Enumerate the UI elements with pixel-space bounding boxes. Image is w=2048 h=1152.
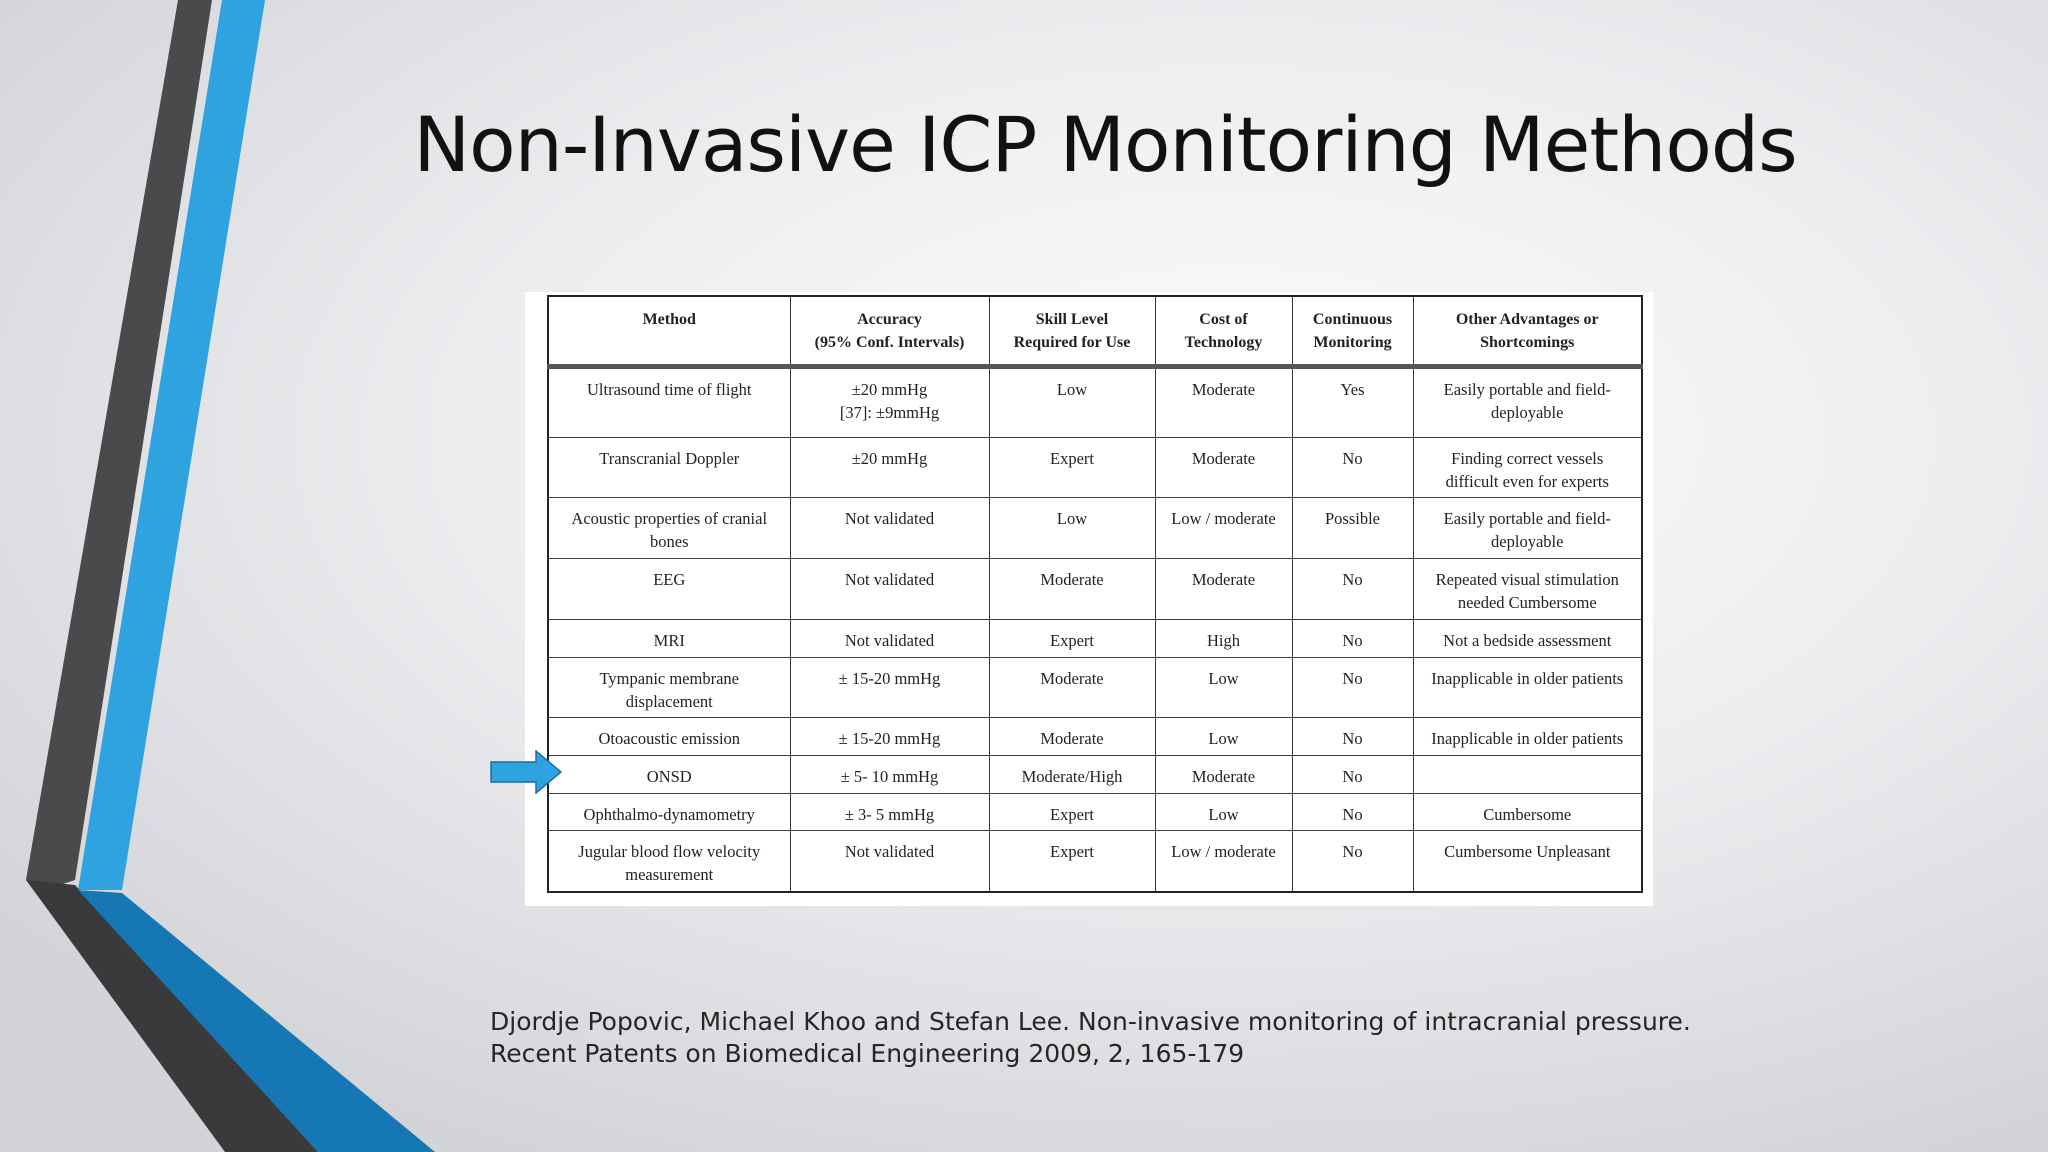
table-cell-text: Moderate [1191, 570, 1256, 590]
table-cell-text: Moderate [1040, 570, 1104, 590]
table-cell-text: ± 15-20 mmHg [838, 668, 941, 688]
table-cell [1155, 437, 1292, 498]
table-cell-text: Easily portable and field- [1443, 379, 1611, 399]
table-cell-text: needed Cumbersome [1457, 593, 1597, 613]
table-cell [790, 559, 989, 620]
table-cell-text: Expert [1050, 631, 1094, 651]
table-cell-text: ± 5- 10 mmHg [840, 767, 939, 786]
table-cell [1413, 366, 1642, 437]
table-cell-text: Easily portable and field- [1443, 509, 1611, 529]
table-cell-text: Cumbersome [1483, 804, 1572, 824]
table-cell-text: ONSD [646, 767, 692, 786]
table-cell-text: No [1342, 631, 1363, 651]
table-cell [1292, 366, 1413, 437]
header-cell-text: Technology [1184, 334, 1263, 351]
header-cell-text: Monitoring [1313, 334, 1392, 351]
table-cell [548, 756, 790, 794]
table-cell [1292, 718, 1413, 756]
table-cell-text: bones [650, 532, 689, 552]
table-cell-text: deployable [1491, 532, 1564, 552]
header-cell [1292, 296, 1413, 366]
table-cell-text: Low [1056, 379, 1088, 399]
header-cell-text: Other Advantages or [1455, 311, 1599, 328]
table-cell [1155, 718, 1292, 756]
table-body [548, 366, 1642, 892]
table-cell-text: No [1342, 729, 1363, 749]
table-cell [989, 437, 1155, 498]
table-cell [548, 366, 790, 437]
table-cell-text: Low [1208, 668, 1239, 688]
table-cell [1292, 657, 1413, 718]
table-cell [1413, 620, 1642, 658]
table-cell-text: ±20 mmHg [851, 379, 928, 399]
table-cell-text: Ultrasound time of flight [586, 379, 752, 399]
table-cell [989, 756, 1155, 794]
table-cell-text: ± 15-20 mmHg [838, 729, 941, 749]
citation-line-1: Djordje Popovic, Michael Khoo and Stefan Lee. Non-invasive monitoring of intracranial pressure. [490, 1007, 1691, 1036]
table-cell-text: MRI [653, 631, 685, 651]
table-cell-text: Low / moderate [1171, 842, 1276, 862]
table-cell-text: Low / moderate [1171, 509, 1276, 529]
table-row [548, 437, 1642, 498]
table-cell-text: difficult even for experts [1445, 471, 1609, 491]
table-cell [989, 366, 1155, 437]
table-cell-text: Expert [1050, 804, 1094, 824]
header-cell [790, 296, 989, 366]
right-arrow-icon [490, 750, 562, 794]
table-row [548, 657, 1642, 718]
table-cell [989, 657, 1155, 718]
table-cell-text: Yes [1340, 379, 1365, 399]
table-cell-text: Moderate [1191, 448, 1256, 468]
table-cell-text: Inapplicable in older patients [1431, 729, 1624, 749]
table-row [548, 718, 1642, 756]
table-cell [989, 620, 1155, 658]
header-cell-text: Skill Level [1035, 311, 1109, 328]
table-cell [1413, 793, 1642, 831]
table-cell [1155, 756, 1292, 794]
table-cell-text: Expert [1050, 842, 1094, 862]
table-cell [1292, 437, 1413, 498]
table-cell-text: Low [1056, 509, 1088, 529]
table-cell [1292, 756, 1413, 794]
table-cell [1292, 793, 1413, 831]
table-cell [1292, 559, 1413, 620]
table-cell-text: Tympanic membrane [599, 668, 739, 688]
table-cell-text: Not validated [844, 570, 935, 590]
table-cell [989, 559, 1155, 620]
table-cell [1413, 756, 1642, 794]
table-cell [790, 657, 989, 718]
table-cell-text: Acoustic properties of cranial [571, 509, 768, 529]
table-cell [1413, 718, 1642, 756]
table-cell [790, 437, 989, 498]
table-cell-text: Expert [1050, 448, 1094, 468]
citation [490, 1006, 1940, 1070]
table-cell [1413, 437, 1642, 498]
table-row [548, 498, 1642, 559]
table-cell [548, 657, 790, 718]
table-cell-text: No [1342, 668, 1363, 688]
table-cell-text: Moderate [1191, 379, 1256, 399]
table-cell-text: Jugular blood flow velocity [578, 842, 761, 862]
table-cell [790, 831, 989, 892]
header-cell [548, 296, 790, 366]
header-cell [989, 296, 1155, 366]
table-row [548, 620, 1642, 658]
table-cell-text: No [1342, 804, 1363, 824]
table-cell [1155, 620, 1292, 658]
decor-dark-diagonal [26, 880, 318, 1152]
header-cell-text: Required for Use [1013, 334, 1131, 351]
table-cell-text: [37]: ±9mmHg [839, 402, 940, 422]
table-cell [1413, 831, 1642, 892]
table-cell [1413, 559, 1642, 620]
table-cell [548, 620, 790, 658]
table-cell [1155, 657, 1292, 718]
table-cell [1155, 366, 1292, 437]
table-cell-text: Moderate [1191, 767, 1256, 786]
table-cell [1155, 793, 1292, 831]
table-cell [1413, 498, 1642, 559]
table-cell [1155, 559, 1292, 620]
header-cell [1155, 296, 1292, 366]
table-cell-text: Moderate [1040, 729, 1104, 749]
table-cell [1292, 831, 1413, 892]
table-cell-text: Low [1208, 804, 1239, 824]
table-cell-text: Moderate [1040, 668, 1104, 688]
table-cell-text: No [1342, 842, 1363, 862]
table-cell-text: EEG [653, 570, 686, 590]
table-cell-text: measurement [625, 865, 714, 885]
table-cell [548, 498, 790, 559]
header-cell-text: Method [642, 311, 696, 328]
table-cell [790, 498, 989, 559]
table-cell-text: Otoacoustic emission [598, 729, 741, 749]
table-cell [1155, 498, 1292, 559]
table-cell-text: Moderate/High [1021, 767, 1123, 786]
table-cell-text: Not a bedside assessment [1443, 631, 1612, 651]
table-cell [790, 756, 989, 794]
table-cell-text: Inapplicable in older patients [1431, 668, 1624, 688]
table-cell-text: deployable [1491, 402, 1564, 422]
table-cell-text: ±20 mmHg [851, 448, 928, 468]
table-image-frame [525, 292, 1653, 906]
table-cell [548, 793, 790, 831]
table-cell [1413, 657, 1642, 718]
table-header-row [548, 296, 1642, 366]
table-cell [989, 793, 1155, 831]
table-cell [1155, 831, 1292, 892]
table-cell-text: Not validated [844, 631, 935, 651]
table-row [548, 831, 1642, 892]
slide-title: Non-Invasive ICP Monitoring Methods [413, 100, 1797, 189]
table-cell-text: No [1342, 570, 1363, 590]
table-cell [989, 718, 1155, 756]
table-cell-text: Possible [1324, 509, 1380, 529]
table-cell [790, 718, 989, 756]
citation-line-2: Recent Patents on Biomedical Engineering 2009, 2, 165-179 [490, 1039, 1245, 1068]
header-cell-text: Accuracy [857, 311, 922, 328]
table-cell [790, 366, 989, 437]
table-cell [989, 498, 1155, 559]
table-row [548, 793, 1642, 831]
table-cell [548, 437, 790, 498]
table-cell [989, 831, 1155, 892]
table-cell-text: Not validated [844, 509, 935, 529]
table-cell [1292, 620, 1413, 658]
table-cell-text: displacement [625, 691, 713, 711]
header-cell-text: Cost of [1199, 311, 1248, 328]
header-cell-text: (95% Conf. Intervals) [814, 334, 965, 351]
table-cell-text: ± 3- 5 mmHg [844, 804, 935, 824]
table-cell-text: Finding correct vessels [1451, 448, 1604, 468]
table-cell [548, 718, 790, 756]
table-cell-text: Not validated [844, 842, 935, 862]
table-cell-text: Repeated visual stimulation [1435, 570, 1619, 590]
table-cell-text: No [1342, 448, 1363, 468]
table-cell [790, 620, 989, 658]
table-cell [1292, 498, 1413, 559]
table-cell-text: Cumbersome Unpleasant [1444, 842, 1611, 862]
header-cell [1413, 296, 1642, 366]
header-cell-text: Continuous [1312, 311, 1393, 328]
methods-table [547, 295, 1643, 893]
table-cell-text: Ophthalmo-dynamometry [583, 804, 755, 824]
table-row-highlighted [548, 756, 1642, 794]
table-cell-text: High [1207, 631, 1240, 651]
table-cell-text: Low [1208, 729, 1239, 749]
table-cell-text: Transcranial Doppler [599, 448, 740, 468]
table-cell-text: No [1342, 767, 1363, 786]
table-cell [548, 831, 790, 892]
header-cell-text: Shortcomings [1480, 334, 1575, 351]
table-row [548, 559, 1642, 620]
table-cell [790, 793, 989, 831]
table-cell [548, 559, 790, 620]
table-row [548, 366, 1642, 437]
